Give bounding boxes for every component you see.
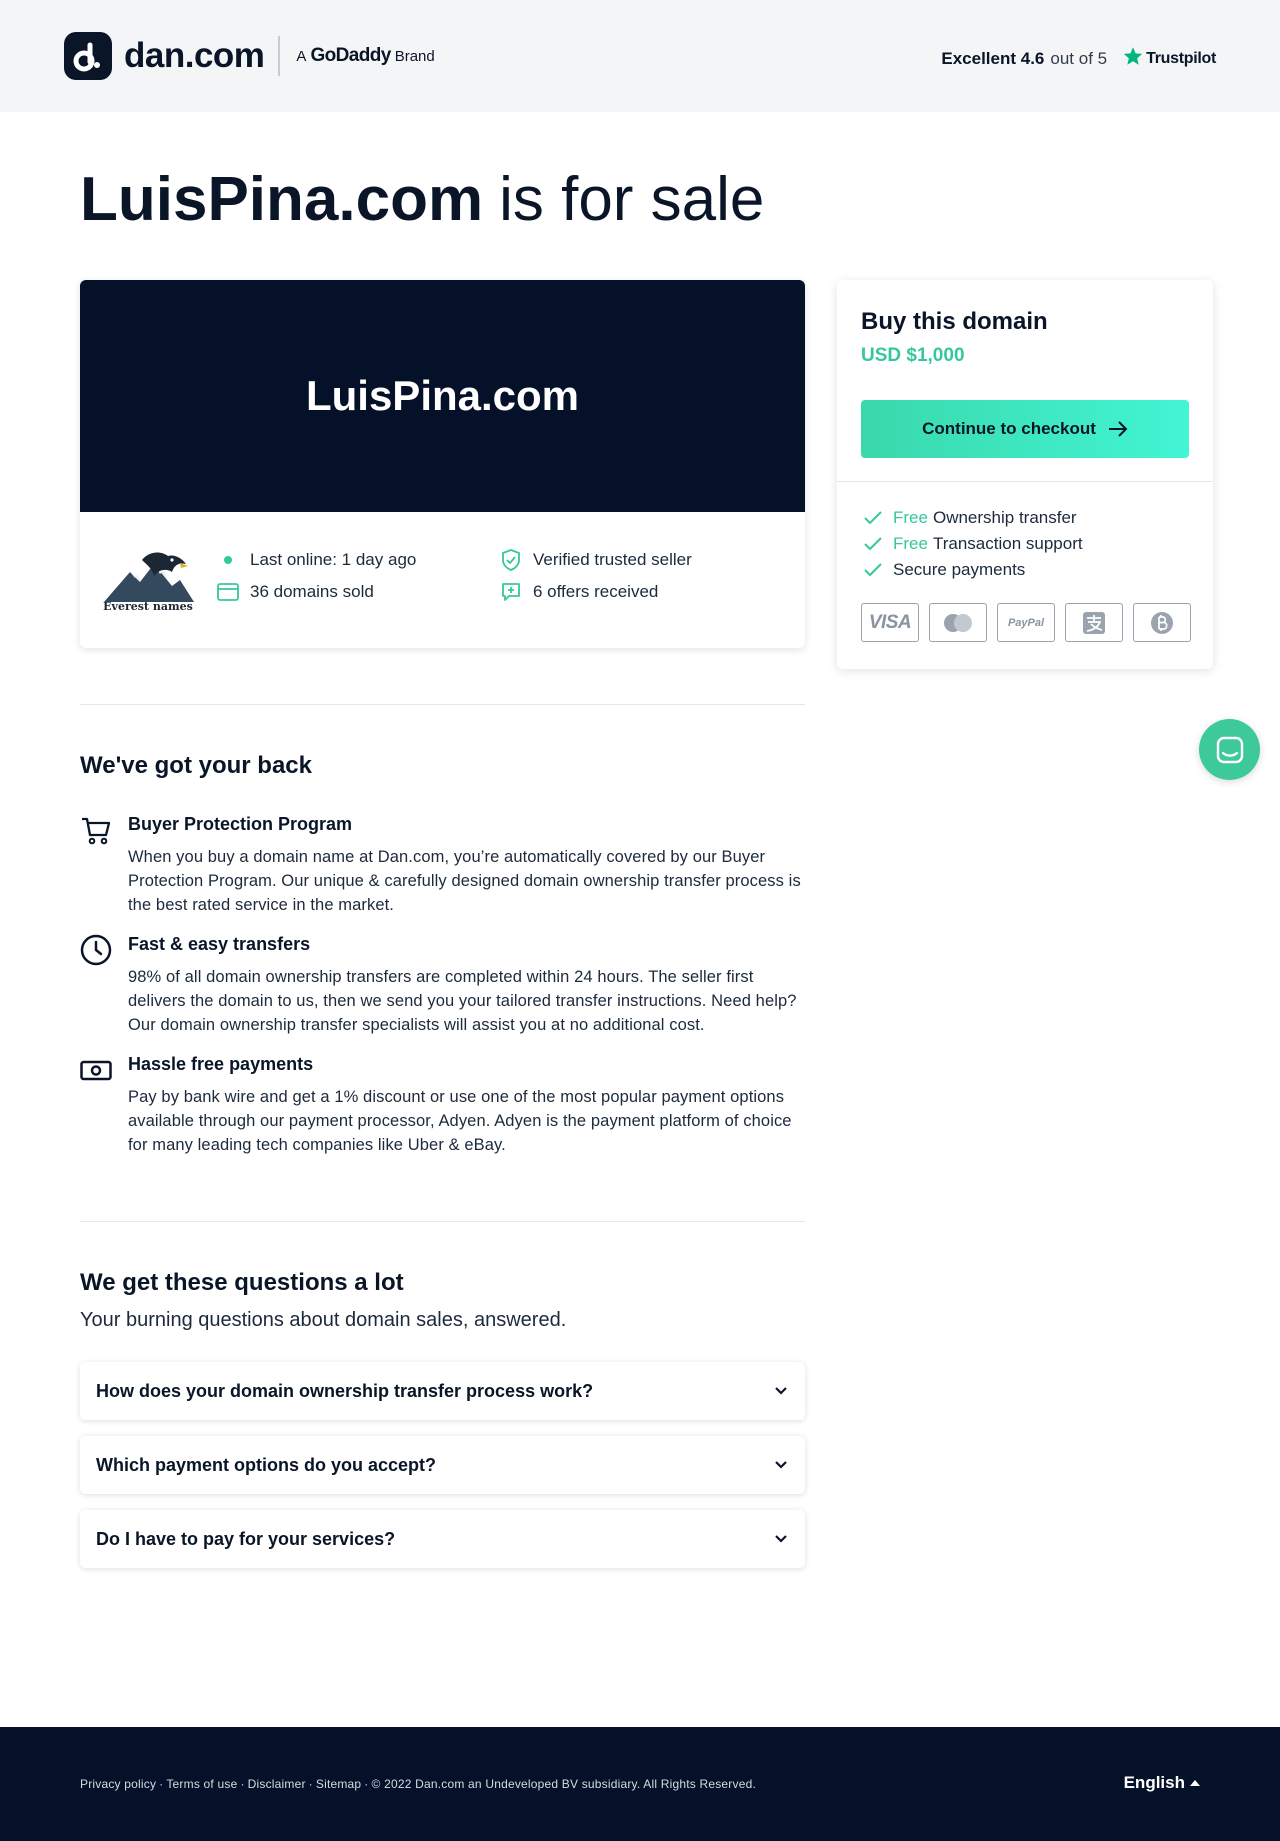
shield-check-icon [499,548,523,572]
payment-methods [861,603,1191,642]
domains-sold-text: 36 domains sold [250,582,374,601]
title-domain: LuisPina.com [80,165,484,234]
feature-secure-payments [863,560,1025,580]
offers-stat [499,580,658,604]
check-icon [863,563,883,577]
chat-icon [1215,735,1245,765]
check-icon [863,511,883,525]
benefit-text: Pay by bank wire and get a 1% discount or use one of the most popular payment options available through our payment processor, Adyen. Adyen is the payment platform of choice for many leading tech companies like Uber & eBay. [128,1088,792,1154]
feature-transaction-support [863,534,1083,554]
cart-icon [80,814,112,846]
benefit-title: Fast & easy transfers [128,934,311,954]
chevron-down-icon [775,1535,787,1543]
trust-provider: Trustpilot [1146,49,1216,67]
benefit-title: Buyer Protection Program [128,814,353,834]
sitemap-link[interactable]: Sitemap [315,1777,362,1791]
paypal-icon: PayPal [997,603,1055,642]
page-title [80,164,764,235]
trust-rating: Excellent 4.6 [941,48,1045,68]
logo-divider [278,36,280,76]
chat-button[interactable] [1199,719,1260,780]
dan-logo[interactable] [64,32,435,80]
domain-card [80,280,805,648]
language-label: English [1123,1773,1185,1792]
faq-title: We get these questions a lot [80,1269,404,1296]
faq-item[interactable] [80,1436,805,1494]
offers-text: 6 offers received [533,582,659,601]
visa-icon: VISA [861,603,919,642]
title-suffix: is for sale [499,165,765,234]
seller-info [80,512,805,648]
protection-title: We've got your back [80,752,312,779]
feature-label: Transaction support [932,534,1083,553]
faq-item[interactable] [80,1362,805,1420]
checkout-button[interactable] [861,400,1189,458]
offer-plus-icon [499,580,523,604]
benefit-title: Hassle free payments [128,1054,314,1074]
bitcoin-icon [1133,603,1191,642]
mastercard-icon [929,603,987,642]
faq-question: How does your domain ownership transfer process work? [96,1380,594,1401]
card-icon [216,580,240,604]
trust-out-of: out of 5 [1050,48,1108,68]
verified-stat [499,548,692,572]
feature-free-tag: Free [893,508,928,527]
last-online-stat [216,548,416,572]
cash-icon [80,1054,112,1086]
clock-icon [80,934,112,966]
online-dot-icon [216,548,240,572]
arrow-right-icon [1108,421,1128,437]
terms-of-use-link[interactable]: Terms of use [166,1777,238,1791]
seller-logo-caption: Everest names [103,600,193,613]
logo-wordmark: dan.com [124,36,265,75]
privacy-policy-link[interactable]: Privacy policy [80,1777,157,1791]
last-online-text: Last online: 1 day ago [250,550,417,569]
feature-free-tag: Free [893,534,928,553]
section-divider [80,704,805,705]
footer-links: Privacy policy · Terms of use · Disclaimer · Sitemap · © 2022 Dan.com an Undeveloped BV subsidiary. All Rights Reserved. [80,1777,756,1791]
buy-title: Buy this domain [861,308,1048,335]
benefit-text: When you buy a domain name at Dan.com, you’re automatically covered by our Buyer Protection Program. Our unique & carefully designed domain ownership transfer process is the best rated service in the market. [128,848,801,914]
domain-banner [80,280,805,512]
faq-question: Do I have to pay for your services? [96,1528,396,1549]
chevron-down-icon [775,1461,787,1469]
faq-item[interactable] [80,1510,805,1568]
feature-label: Ownership transfer [932,508,1077,527]
brand-prefix: A [296,48,307,65]
chevron-down-icon [775,1387,787,1395]
trustpilot-star-icon [1123,46,1143,71]
dan-logo-icon [64,32,112,80]
faq-subtitle: Your burning questions about domain sales, answered. [80,1309,567,1331]
faq-question: Which payment options do you accept? [96,1454,437,1475]
feature-ownership-transfer [863,508,1077,528]
buy-price: USD $1,000 [861,345,965,366]
brand-name: GoDaddy [310,45,391,66]
alipay-icon [1065,603,1123,642]
site-header [0,0,1280,112]
buy-divider [837,481,1213,482]
copyright-text: © 2022 Dan.com an Undeveloped BV subsidiary. All Rights Reserved. [371,1777,756,1791]
domains-sold-stat [216,580,374,604]
caret-up-icon [1190,1780,1200,1786]
buy-card [837,280,1213,669]
eagle-mountain-icon [102,550,194,606]
brand-suffix: Brand [394,48,435,65]
verified-text: Verified trusted seller [533,550,692,569]
feature-label: Secure payments [893,560,1026,579]
check-icon [863,537,883,551]
banner-domain: LuisPina.com [305,372,580,419]
section-divider [80,1221,805,1222]
godaddy-brand [296,45,434,67]
benefit-text: 98% of all domain ownership transfers are completed within 24 hours. The seller first delivers the domain to us, then we send you your tailored transfer instructions. Need help? Our domain ownership transfer specialists will assist you at no additional cost. [128,968,797,1034]
trustpilot-rating[interactable] [941,46,1216,71]
seller-logo[interactable] [102,550,194,616]
site-footer [0,1727,1280,1841]
checkout-label: Continue to checkout [922,419,1096,438]
language-selector[interactable] [1124,1773,1200,1793]
disclaimer-link[interactable]: Disclaimer [247,1777,306,1791]
